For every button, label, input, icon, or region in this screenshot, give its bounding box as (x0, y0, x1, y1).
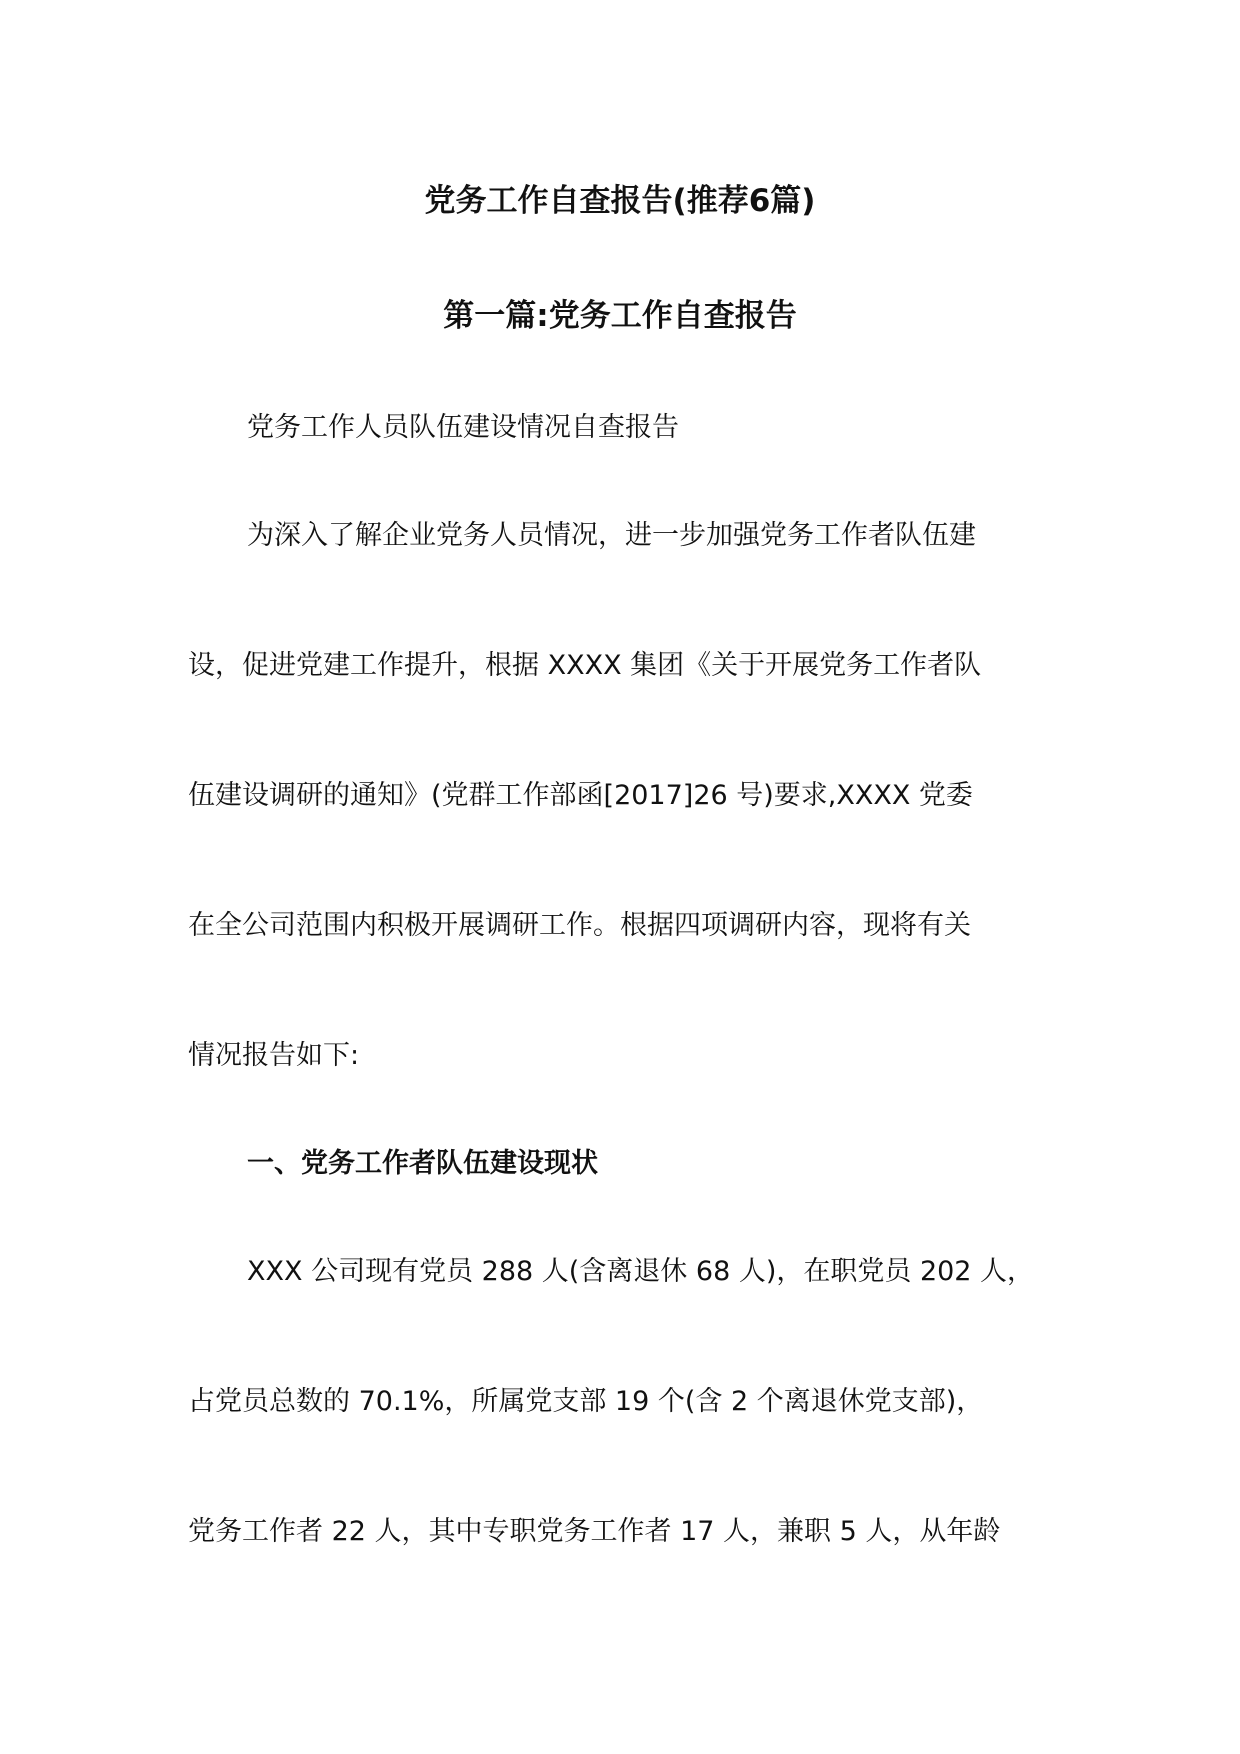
main-title: 党务工作自查报告(推荐6篇) (424, 183, 816, 219)
paragraph-line: 伍建设调研的通知》(党群工作部函[2017]26 号)要求,XXXX 党委 (188, 780, 973, 811)
paragraph-line: XXX 公司现有党员 288 人(含离退休 68 人)，在职党员 202 人， (247, 1256, 1035, 1287)
section-title: 第一篇:党务工作自查报告 (443, 298, 797, 334)
paragraph-line: 设，促进党建工作提升，根据 XXXX 集团《关于开展党务工作者队 (188, 650, 982, 681)
paragraph-line: 占党员总数的 70.1%，所属党支部 19 个(含 2 个离退休党支部)， (188, 1386, 984, 1417)
section-heading: 一、党务工作者队伍建设现状 (247, 1148, 598, 1179)
paragraph-line: 情况报告如下: (188, 1040, 360, 1071)
report-subtitle: 党务工作人员队伍建设情况自查报告 (247, 412, 679, 443)
paragraph-line: 为深入了解企业党务人员情况，进一步加强党务工作者队伍建 (247, 520, 976, 551)
paragraph-line: 在全公司范围内积极开展调研工作。根据四项调研内容，现将有关 (188, 910, 971, 941)
paragraph-line: 党务工作者 22 人，其中专职党务工作者 17 人，兼职 5 人，从年龄 (188, 1516, 1001, 1547)
